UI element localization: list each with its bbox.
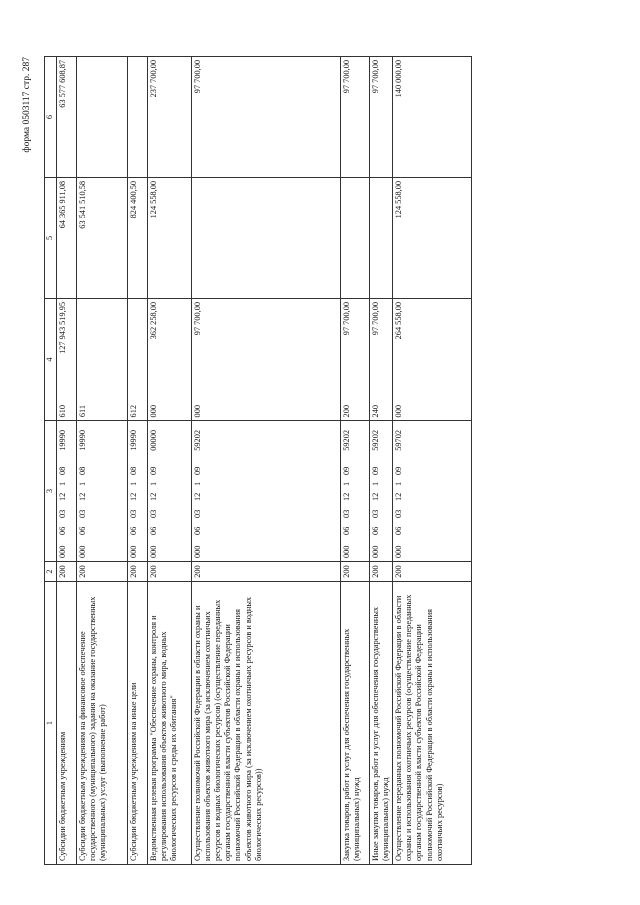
code-segment: 19990 xyxy=(78,430,87,451)
row-line-code: 200 xyxy=(77,562,128,582)
row-value-col5: 124 558,00 xyxy=(148,178,192,299)
row-classification-code xyxy=(57,405,77,562)
code-segment: 59702 xyxy=(394,430,404,451)
row-value-col6: 237 700,00 xyxy=(148,57,192,178)
row-name: Ведомственная целевая программа "Обеспечение охраны, контроля и регулирования использования объектов животного мира, водных биологических ресурсов и среды их обитания" xyxy=(148,582,192,865)
code-segment: 12 xyxy=(394,492,404,501)
code-segment: 06 xyxy=(193,526,202,535)
row-name: Иные закупки товаров, работ и услуг для обеспечения государственных (муниципальных) нужд xyxy=(370,582,393,865)
table-body xyxy=(57,57,472,865)
table-row xyxy=(57,57,77,865)
code-segment: 240 xyxy=(371,405,380,418)
code-segment: 1 xyxy=(129,481,138,486)
row-value-col4 xyxy=(128,299,148,421)
row-value-col6: 97 700,00 xyxy=(192,57,341,178)
code-segment: 06 xyxy=(58,526,67,535)
code-segment: 03 xyxy=(78,509,87,518)
row-name: Субсидии бюджетным учреждениям xyxy=(57,582,77,865)
row-classification-code xyxy=(393,405,472,562)
code-segment: 000 xyxy=(394,405,404,418)
table-row xyxy=(128,57,148,865)
code-segment: 000 xyxy=(342,545,351,558)
code-segment: 03 xyxy=(58,509,67,518)
row-classification-code xyxy=(341,405,370,562)
row-classification-code xyxy=(192,405,341,562)
code-segment: 03 xyxy=(149,509,158,518)
code-segment: 19990 xyxy=(129,430,138,451)
row-line-code: 200 xyxy=(128,562,148,582)
code-segment: 00000 xyxy=(149,430,158,451)
code-segment: 12 xyxy=(371,492,380,501)
column-number: 3 xyxy=(45,421,57,562)
table-row xyxy=(192,57,341,865)
code-segment: 59202 xyxy=(371,430,380,451)
column-number-row xyxy=(45,57,57,865)
code-segment: 611 xyxy=(78,405,87,418)
row-line-code: 200 xyxy=(148,562,192,582)
code-segment: 000 xyxy=(193,545,202,558)
row-value-col6: 63 577 608,87 xyxy=(57,57,77,178)
code-segment: 000 xyxy=(371,545,380,558)
code-segment: 03 xyxy=(371,509,380,518)
row-value-col5 xyxy=(370,178,393,299)
row-value-col5 xyxy=(341,178,370,299)
code-segment: 09 xyxy=(149,466,158,475)
code-segment: 19990 xyxy=(58,430,67,451)
row-value-col4: 362 258,00 xyxy=(148,299,192,421)
row-value-col4: 127 943 519,95 xyxy=(57,299,77,421)
code-segment: 08 xyxy=(129,466,138,475)
column-number: 2 xyxy=(45,562,57,582)
row-classification-code xyxy=(128,405,148,562)
code-segment: 09 xyxy=(193,466,202,475)
row-name: Субсидии бюджетным учреждениям на финансовое обеспечение государственного (муниципального) задания на оказание государственных (муниципальных) услуг (выполнение работ) xyxy=(77,582,128,865)
code-segment: 03 xyxy=(394,509,404,518)
row-value-col6 xyxy=(77,57,128,178)
row-name: Осуществление переданных полномочий Российской Федерации в области охраны и использования охотничьих ресурсов (осуществление переданных органам государственной власти субъектов Российской Федерации полномочий Российской Федерации в области охраны и использования охотничьих ресурсов) xyxy=(393,582,472,865)
row-name: Осуществление полномочий Российской Федерации в области охраны и использования объектов животного мира (за исключением охотничьих ресурсов и водных биологических ресурсов) (осуществление переданных органам государственной власти субъектов Российской Федерации полномочий Российской Федерации в области охраны и использования объектов животного мира (за исключением охотничьих ресурсов и водных биологических ресурсов)) xyxy=(192,582,341,865)
code-segments xyxy=(58,405,68,558)
row-line-code: 200 xyxy=(341,562,370,582)
row-line-code: 200 xyxy=(370,562,393,582)
code-segment: 12 xyxy=(129,492,138,501)
row-value-col5: 64 365 911,08 xyxy=(57,178,77,299)
code-segment: 12 xyxy=(193,492,202,501)
code-segment: 03 xyxy=(193,509,202,518)
row-value-col5: 124 558,00 xyxy=(393,178,472,299)
code-segment: 06 xyxy=(129,526,138,535)
table-row xyxy=(370,57,393,865)
row-name: Закупка товаров, работ и услуг для обеспечения государственных (муниципальных) нужд xyxy=(341,582,370,865)
column-number: 5 xyxy=(45,178,57,299)
row-value-col5: 63 541 510,58 xyxy=(77,178,128,299)
code-segment: 09 xyxy=(371,466,380,475)
row-line-code: 200 xyxy=(57,562,77,582)
budget-table xyxy=(44,56,472,865)
code-segment: 09 xyxy=(394,466,404,475)
row-line-code: 200 xyxy=(393,562,472,582)
code-segments xyxy=(342,405,352,558)
code-segment: 06 xyxy=(342,526,351,535)
code-segments xyxy=(371,405,381,558)
code-segment: 000 xyxy=(149,405,158,418)
row-classification-code xyxy=(370,405,393,562)
code-segment: 000 xyxy=(394,545,404,558)
table-row xyxy=(393,57,472,865)
row-name: Субсидии бюджетным учреждениям на иные цели xyxy=(128,582,148,865)
row-value-col5: 824 400,50 xyxy=(128,178,148,299)
code-segments xyxy=(193,405,203,558)
code-segment: 12 xyxy=(58,492,67,501)
code-segment: 12 xyxy=(78,492,87,501)
code-segment: 12 xyxy=(149,492,158,501)
row-value-col4 xyxy=(77,299,128,421)
table-row xyxy=(341,57,370,865)
code-segment: 000 xyxy=(58,545,67,558)
code-segment: 06 xyxy=(394,526,404,535)
code-segment: 1 xyxy=(371,481,380,486)
code-segment: 1 xyxy=(58,481,67,486)
row-value-col4: 264 558,00 xyxy=(393,299,472,421)
row-value-col4: 97 700,00 xyxy=(192,299,341,421)
code-segment: 12 xyxy=(342,492,351,501)
column-number: 6 xyxy=(45,57,57,178)
code-segment: 09 xyxy=(342,466,351,475)
row-value-col6 xyxy=(128,57,148,178)
row-value-col6: 97 700,00 xyxy=(370,57,393,178)
code-segments xyxy=(394,405,404,558)
code-segment: 06 xyxy=(371,526,380,535)
code-segment: 1 xyxy=(149,481,158,486)
table-row xyxy=(77,57,128,865)
table-row xyxy=(148,57,192,865)
code-segment: 000 xyxy=(78,545,87,558)
code-segments xyxy=(129,405,139,558)
code-segment: 000 xyxy=(149,545,158,558)
row-line-code: 200 xyxy=(192,562,341,582)
code-segment: 08 xyxy=(78,466,87,475)
row-value-col5 xyxy=(192,178,341,299)
code-segment: 59202 xyxy=(193,430,202,451)
code-segment: 1 xyxy=(193,481,202,486)
code-segment: 000 xyxy=(129,545,138,558)
form-reference: форма 0503117 стр. 287 xyxy=(22,57,32,153)
code-segments xyxy=(149,405,159,558)
code-segment: 59202 xyxy=(342,430,351,451)
code-segment: 06 xyxy=(149,526,158,535)
code-segment: 200 xyxy=(342,405,351,418)
row-value-col4: 97 700,00 xyxy=(341,299,370,421)
row-value-col6: 140 000,00 xyxy=(393,57,472,178)
code-segments xyxy=(78,405,88,558)
row-value-col6: 97 700,00 xyxy=(341,57,370,178)
code-segment: 612 xyxy=(129,405,138,418)
column-number: 4 xyxy=(45,299,57,421)
code-segment: 1 xyxy=(342,481,351,486)
code-segment: 03 xyxy=(129,509,138,518)
code-segment: 610 xyxy=(58,405,67,418)
code-segment: 06 xyxy=(78,526,87,535)
column-number: 1 xyxy=(45,582,57,865)
code-segment: 1 xyxy=(394,481,404,486)
code-segment: 000 xyxy=(193,405,202,418)
row-classification-code xyxy=(148,405,192,562)
code-segment: 1 xyxy=(78,481,87,486)
row-classification-code xyxy=(77,405,128,562)
row-value-col4: 97 700,00 xyxy=(370,299,393,421)
code-segment: 03 xyxy=(342,509,351,518)
code-segment: 08 xyxy=(58,466,67,475)
